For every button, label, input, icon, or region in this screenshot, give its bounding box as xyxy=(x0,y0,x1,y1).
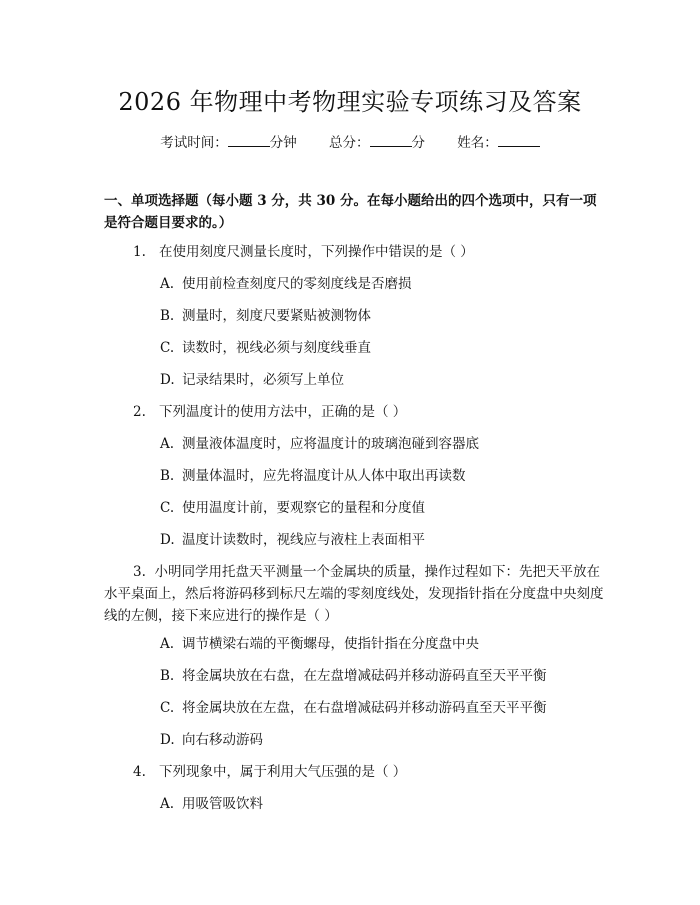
total-score-blank xyxy=(370,134,412,147)
option-2d xyxy=(160,530,425,550)
section-heading: 一、单项选择题（每小题 3 分，共 30 分。在每小题给出的四个选项中，只有一项是符合题目要求的。） xyxy=(104,193,597,231)
option-1c xyxy=(160,338,371,358)
option-text: 温度计读数时，视线应与液柱上表面相平 xyxy=(182,532,425,548)
question-text: 小明同学用托盘天平测量一个金属块的质量，操作过程如下：先把天平放在水平桌面上，然后将游码移到标尺左端的零刻度线处，发现指针指在分度盘中央刻度线的左侧，接下来应进行的操作是（ ） xyxy=(104,564,604,624)
option-text: 使用前检查刻度尺的零刻度线是否磨损 xyxy=(182,276,412,292)
exam-time-blank xyxy=(228,134,270,147)
option-text: 用吸管吸饮料 xyxy=(182,796,263,812)
option-letter: A. xyxy=(160,636,175,652)
question-1 xyxy=(133,242,474,262)
exam-time-unit: 分钟 xyxy=(269,135,297,151)
option-3a xyxy=(160,634,479,654)
option-text: 记录结果时，必须写上单位 xyxy=(182,372,344,388)
question-number: 3. xyxy=(133,564,146,580)
option-1a xyxy=(160,274,412,294)
total-score-unit: 分 xyxy=(411,135,425,151)
total-score-field xyxy=(329,135,429,151)
option-text: 调节横梁右端的平衡螺母，使指针指在分度盘中央 xyxy=(182,636,479,652)
question-4 xyxy=(133,762,406,782)
option-2b xyxy=(160,466,466,486)
option-3d xyxy=(160,730,263,750)
question-2 xyxy=(133,402,406,422)
option-text: 测量体温时，应先将温度计从人体中取出再读数 xyxy=(182,468,466,484)
option-text: 将金属块放在右盘，在左盘增减砝码并移动游码直至天平平衡 xyxy=(182,668,547,684)
option-letter: D. xyxy=(160,372,175,388)
option-letter: B. xyxy=(160,468,175,484)
option-2a xyxy=(160,434,479,454)
option-letter: B. xyxy=(160,308,175,324)
question-text: 在使用刻度尺测量长度时，下列操作中错误的是（ ） xyxy=(159,244,474,260)
option-text: 读数时，视线必须与刻度线垂直 xyxy=(182,340,371,356)
question-number: 4. xyxy=(133,764,146,780)
option-letter: A. xyxy=(160,796,175,812)
option-text: 向右移动游码 xyxy=(182,732,263,748)
option-letter: B. xyxy=(160,668,175,684)
option-letter: D. xyxy=(160,732,175,748)
option-letter: C. xyxy=(160,340,175,356)
student-name-blank xyxy=(498,134,540,147)
option-3c xyxy=(160,698,547,718)
exam-time-field xyxy=(160,135,301,151)
question-number: 1. xyxy=(133,244,146,260)
option-1d xyxy=(160,370,344,390)
option-2c xyxy=(160,498,425,518)
question-3 xyxy=(104,561,604,627)
question-number: 2. xyxy=(133,404,146,420)
total-score-label: 总分： xyxy=(329,135,370,151)
option-letter: A. xyxy=(160,436,175,452)
option-letter: A. xyxy=(160,276,175,292)
document-title: 2026 年物理中考物理实验专项练习及答案 xyxy=(118,88,582,116)
option-text: 将金属块放在左盘，在右盘增减砝码并移动游码直至天平平衡 xyxy=(182,700,547,716)
option-letter: D. xyxy=(160,532,175,548)
option-text: 使用温度计前，要观察它的量程和分度值 xyxy=(182,500,425,516)
question-text: 下列现象中，属于利用大气压强的是（ ） xyxy=(159,764,407,780)
exam-meta-line xyxy=(0,131,700,151)
option-text: 测量时，刻度尺要紧贴被测物体 xyxy=(182,308,371,324)
option-1b xyxy=(160,306,371,326)
option-4a xyxy=(160,794,263,814)
option-3b xyxy=(160,666,547,686)
option-text: 测量液体温度时，应将温度计的玻璃泡碰到容器底 xyxy=(182,436,479,452)
question-text: 下列温度计的使用方法中，正确的是（ ） xyxy=(159,404,407,420)
student-name-label: 姓名： xyxy=(457,135,498,151)
option-letter: C. xyxy=(160,700,175,716)
student-name-field xyxy=(457,135,540,151)
option-letter: C. xyxy=(160,500,175,516)
exam-time-label: 考试时间： xyxy=(160,135,228,151)
